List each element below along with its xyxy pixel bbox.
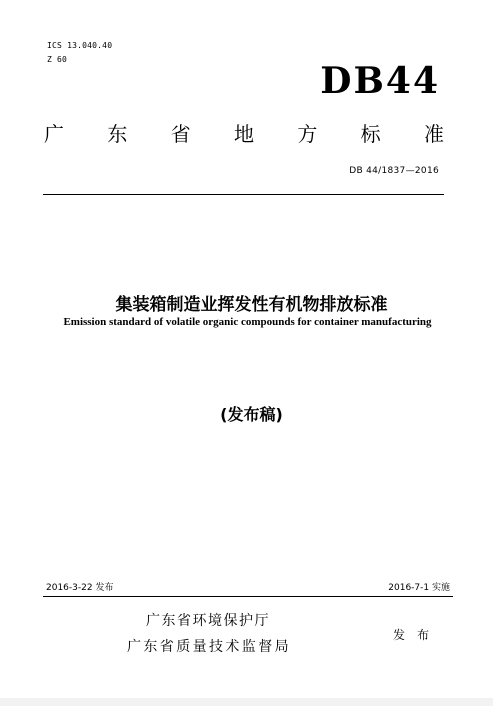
- title-chinese: 集装箱制造业挥发性有机物排放标准: [115, 295, 388, 315]
- implementation-date: 2016-7-1 实施: [388, 583, 450, 593]
- top-divider: [43, 194, 444, 195]
- bottom-divider: [43, 596, 453, 597]
- title-english: Emission standard of volatile organic compounds for container manufacturing: [63, 316, 432, 328]
- standard-number: DB 44/1837—2016: [349, 166, 439, 176]
- issuer-environment-dept: 广东省环境保护厅: [146, 613, 270, 629]
- publish-label: 发布: [393, 628, 442, 642]
- local-standard-char: 地: [233, 122, 254, 146]
- ics-code: ICS 13.040.40: [47, 41, 113, 50]
- local-standard-char: 标: [360, 122, 381, 146]
- db-logo: DB44: [320, 60, 440, 102]
- issuer-quality-bureau: 广东省质量技术监督局: [127, 639, 291, 655]
- local-standard-char: 广: [44, 122, 64, 146]
- page-bottom-edge: [0, 698, 493, 706]
- issue-date: 2016-3-22 发布: [46, 583, 114, 593]
- classification-code: Z 60: [47, 55, 68, 64]
- local-standard-char: 东: [107, 122, 128, 146]
- local-standard-char: 省: [170, 122, 191, 146]
- local-standard-char: 准: [423, 122, 444, 146]
- draft-label: (发布稿): [220, 405, 283, 424]
- local-standard-char: 方: [297, 122, 318, 146]
- local-standard-heading: [44, 118, 444, 147]
